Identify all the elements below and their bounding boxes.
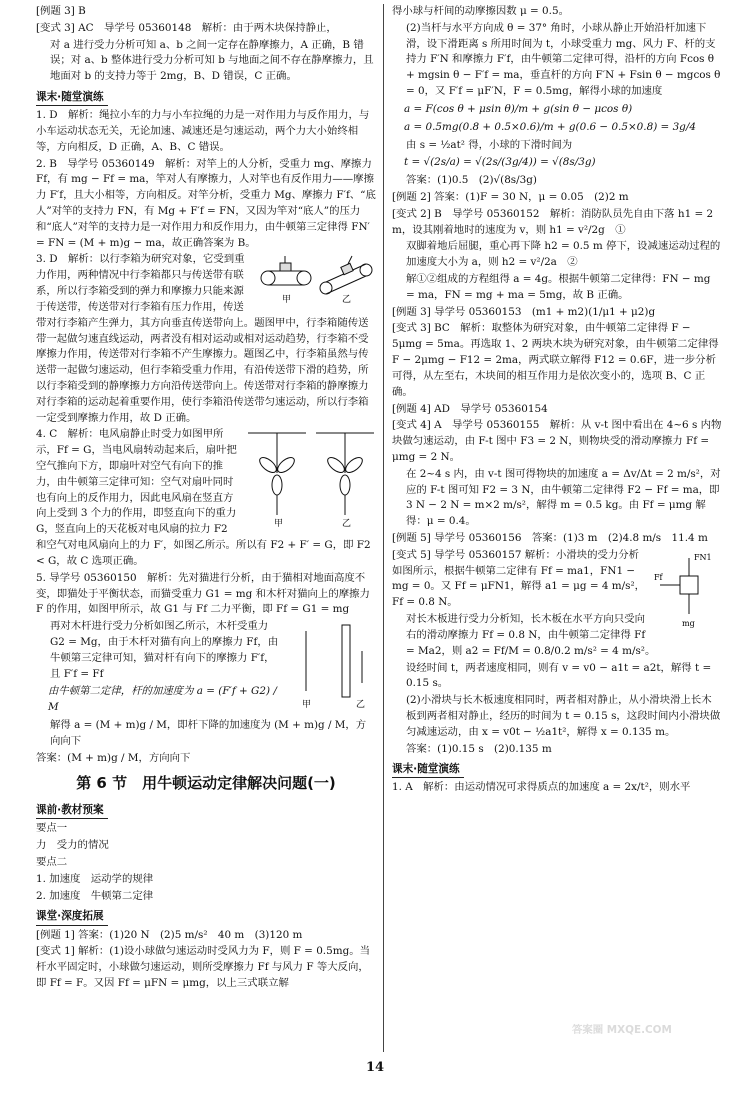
figure-label: 乙: [342, 519, 352, 530]
formula: a = F(cos θ + μsin θ)/m + g(sin θ − μcos θ): [404, 102, 633, 115]
answer-item: 1. D 解析：绳拉小车的力与小车拉绳的力是一对作用力与反作用力，与小车运动状态无关，无论加速、减速还是匀速运动，两个力大小始终相等，方向相反，D 正确，A、B、C 错误。: [36, 109, 370, 153]
answer-line: 答案：(1)0.5 (2)√(8s/3g): [406, 174, 537, 187]
text-line: [变式 3] AC 导学号 05360148 解析：由于两木块保持静止，: [36, 21, 337, 34]
answer-item: 4. C 解析：电风扇静止时受力如图甲所示，Ff = G，当电风扇转动起来后，扇叶把空气推向下方，即扇叶对空气有向下的推力，由牛顿第三定律可知：空气对扇叶同时也有向上的反作用力，因此电风扇在竖直方向上受到 3 个力的作用，即竖直向下的重力 G，竖直向上的天花板对电风扇的拉力 F2 和空气对电风扇向上的力 F′，如图乙所示。所以有 F2 + F′ = G，即 F2 < G，故 C 选项正确。: [36, 428, 371, 567]
answer-item: 3. D 解析：以行李箱为研究对象，它受到重力作用，两种情况中行李箱都只与传送带有联系，所以行李箱受到的弹力和摩擦力只能来源于传送带，传送带对行李箱有压力作用，传送带对行李箱产生弹力，其方向垂直传送带向上。题图甲中，行李箱随传送带一起做匀速直线运动，两者没有相对运动或相对运动趋势，行李箱不受摩擦力作用，传送带对行李箱不产生摩擦力。题图乙中，行李箱虽然与传送带一起做匀速运动，但行李箱受重力作用，有沿传送带下滑的趋势，所以行李箱受到的静摩擦力方向沿传送带向上。传送带对行李箱的静摩擦力对行李箱的运动起着重要作用，使行李箱沿传送带匀速运动，所以行李箱一定受到摩擦力作用，故 D 正确。: [36, 253, 369, 424]
text-line: 由 s = ½at² 得，小球的下滑时间为: [406, 138, 573, 151]
formula: a = 0.5mg(0.8 + 0.5×0.6)/m + g(0.6 − 0.5×0.8) = 3g/4: [404, 120, 696, 133]
answer-item: [变式 5] 导学号 05360157 解析：小滑块的受力分析如图所示，根据牛顿第二定律有 Ff = ma1，FN1 − mg = 0。又 Ff = μFN1，解得 a1 = μg = 4 m/s²，Ff = 0.8 N。: [392, 548, 646, 609]
answer-line: [例题 1] 答案：(1)20 N (2)5 m/s² 40 m (3)120 m: [36, 928, 303, 941]
watermark-text: 答案圈 MXQE.COM: [572, 1024, 672, 1036]
page-number: 14: [365, 1060, 385, 1075]
section-heading: 课末·随堂演练: [392, 761, 464, 778]
answer-item: 2. B 导学号 05360149 解析：对竿上的人分析，受重力 mg、摩擦力 Ff，有 mg − Ff = ma，竿对人有摩擦力，人对竿也有反作用力——摩擦力 F′f，且大小相等，方向相反。对竿分析，受重力 Mg、摩擦力 F′f、“底人”对竿的支持力 FN，有 Mg + F′f = FN，又因为竿对“底人”的压力和“底人”对竿的支持力是一对作用力和反作用力，由牛顿第三定律得 FN′ = FN = (M + m)g − ma，故正确答案为 B。: [36, 157, 376, 249]
text-paragraph: 双脚着地后屈腿，重心再下降 h2 = 0.5 m 停下，设减速运动过程的加速度大小为 a，则 h2 = v²/2a ②: [406, 240, 721, 269]
section-heading: 课末·随堂演练: [36, 89, 108, 106]
answer-line: [例题 5] 导学号 05360156 答案：(1)3 m (2)4.8 m/s 11.4 m: [392, 532, 708, 544]
column-divider: [383, 4, 384, 1052]
section-heading: 课前·教材预案: [36, 802, 108, 819]
key-point-label: 要点一: [36, 822, 68, 835]
answer-line: 答案：(1)0.15 s (2)0.135 m: [406, 742, 552, 755]
force-label: mg: [682, 618, 695, 628]
figure-label: 甲: [302, 700, 312, 711]
cat-pole-figure: [286, 621, 376, 711]
text-paragraph: 对长木板进行受力分析知，长木板在水平方向只受向右的滑动摩擦力 Ff = 0.8 N，由牛顿第二定律得 Ff = Ma2，则 a2 = Ff/M = 0.8/0.2 m/s² = 4 m/s²。: [406, 613, 656, 657]
left-column: [36, 4, 376, 993]
text-line: [例题 3] B: [36, 5, 86, 17]
text-paragraph: (2)当杆与水平方向成 θ = 37° 角时，小球从静止开始沿杆加速下滑，设下滑距离 s 所用时间为 t，小球受重力 mg、风力 F、杆的支持力 F′N 和摩擦力 F′f，由牛顿第二定律可得，沿杆的方向 Fcos θ + mgsin θ − F′f = ma，垂直杆的方向 F′N + Fsin θ − mgcos θ = 0，又 F′f = μF′N，F = 0.5mg，解得小球的加速度: [406, 21, 721, 98]
watermark-logo: [572, 1023, 722, 1093]
answer-item: 5. 导学号 05360150 解析：先对猫进行分析，由于猫相对地面高度不变，即猫处于平衡状态，而猫受重力 G1 = mg 和木杆对猫向上的摩擦力 F 的作用，如图甲所示，故 G1 与 Ff 二力平衡，即 Ff = G1 = mg: [36, 571, 370, 616]
figure-label: 乙: [356, 700, 366, 711]
text-line: 1. 加速度 运动学的规律: [36, 872, 154, 885]
answer-item: 1. A 解析：由运动情况可求得质点的加速度 a = 2x/t²，则水平: [392, 781, 691, 794]
text-paragraph: (2)小滑块与长木板速度相同时，两者相对静止，从小滑块滑上长木板到两者相对静止，经历的时间为 t = 0.15 s，这段时间内小滑块做匀减速运动，由 x = v0t − ½a1t²，解得 x = 0.135 m。: [406, 694, 721, 738]
text-line: 力 受力的情况: [36, 839, 109, 852]
answer-item: [变式 3] BC 解析：取整体为研究对象，由牛顿第二定律得 F − 5μmg = 5ma。再选取 1、2 两块木块为研究对象，由牛顿第二定律得 F − 2μmg − F12 = 2ma，两式联立解得 F12 = 0.6F，进一步分析可得，从左至右，木块间的相互作用力是依次变小的，选项 B、C 正确。: [392, 322, 719, 398]
figure-label: 乙: [342, 295, 352, 305]
answer-item: [变式 4] A 导学号 05360155 解析：从 v-t 图中看出在 4~6 s 内物块做匀速运动，由 F-t 图中 F3 = 2 N，则物块受的滑动摩擦力 Ff = μmg = 2 N。: [392, 419, 722, 463]
answer-line: [例题 2] 答案：(1)F = 30 N，μ = 0.05 (2)2 m: [392, 190, 629, 203]
answer-item: [变式 1] 解析：(1)设小球做匀速运动时受风力为 F，则 F = 0.5mg。当杆水平固定时，小球做匀速运动，则所受摩擦力 Ff 与风力 F 等大反向，即 Ff = F。又因 Ff = μFN = μmg，以上三式联立解: [36, 945, 370, 989]
text-paragraph: 对 a 进行受力分析可知 a、b 之间一定存在静摩擦力，A 正确，B 错误；对 a、b 整体进行受力分析可知 b 与地面之间不存在静摩擦力，且地面对 b 的支持力等于 2mg，B、D 错误，C 正确。: [50, 38, 374, 83]
fan-figure: [246, 429, 376, 529]
text-paragraph: 再对木杆进行受力分析如图乙所示，木杆受重力 G2 = Mg，由于木杆对猫有向上的摩擦力 Ff，由牛顿第三定律可知，猫对杆有向下的摩擦力 F′f，且 F′f = Ff: [50, 620, 279, 680]
text-line: 2. 加速度 牛顿第二定律: [36, 889, 154, 902]
formula: 由牛顿第二定律，杆的加速度为 a = (F′f + G2) / M: [48, 685, 277, 714]
answer-item: [变式 2] B 导学号 05360152 解析：消防队员先自由下落 h1 = 2 m，设其刚着地时的速度为 v，则 h1 = v²/2g ①: [392, 207, 714, 236]
section-heading: 课堂·深度拓展: [36, 908, 108, 925]
figure-label: 甲: [282, 295, 292, 305]
chapter-title: 第 6 节 用牛顿运动定律解决问题(一): [76, 774, 336, 793]
text-paragraph: 解得 a = (M + m)g / M，即杆下降的加速度为 (M + m)g / M，方向向下: [50, 719, 367, 747]
formula: t = √(2s/a) = √(2s/(3g/4)) = √(8s/3g): [404, 156, 596, 169]
block-force-figure: [652, 550, 722, 630]
text-paragraph: 解①②组成的方程组得 a = 4g。根据牛顿第二定律得：FN − mg = ma，FN = mg + ma = 5mg，故 B 正确。: [406, 273, 711, 301]
text-paragraph: 设经时间 t，两者速度相同，则有 v = v0 − a1t = a2t，解得 t = 0.15 s。: [406, 661, 712, 690]
figure-label: 甲: [274, 519, 284, 530]
answer-line: 答案：(M + m)g / M，方向向下: [36, 751, 191, 764]
text-line: 得小球与杆间的动摩擦因数 μ = 0.5。: [392, 5, 569, 17]
right-column: [392, 4, 722, 797]
key-point-label: 要点二: [36, 855, 68, 868]
conveyor-belt-figure: [258, 254, 376, 304]
force-label: FN1: [694, 552, 712, 562]
force-label: Ff: [654, 572, 663, 582]
answer-line: [例题 3] 导学号 05360153 (m1 + m2)(1/μ1 + μ2)g: [392, 305, 656, 318]
answer-line: [例题 4] AD 导学号 05360154: [392, 402, 548, 415]
text-paragraph: 在 2~4 s 内，由 v-t 图可得物块的加速度 a = Δv/Δt = 2 m/s²，对应的 F-t 图可知 F2 = 3 N，由牛顿第二定律得 F2 − Ff = ma，即 3 N − 2 N = m×2 m/s²，解得 m = 0.5 kg。由 Ff = μmg 解得：μ = 0.4。: [406, 467, 721, 528]
